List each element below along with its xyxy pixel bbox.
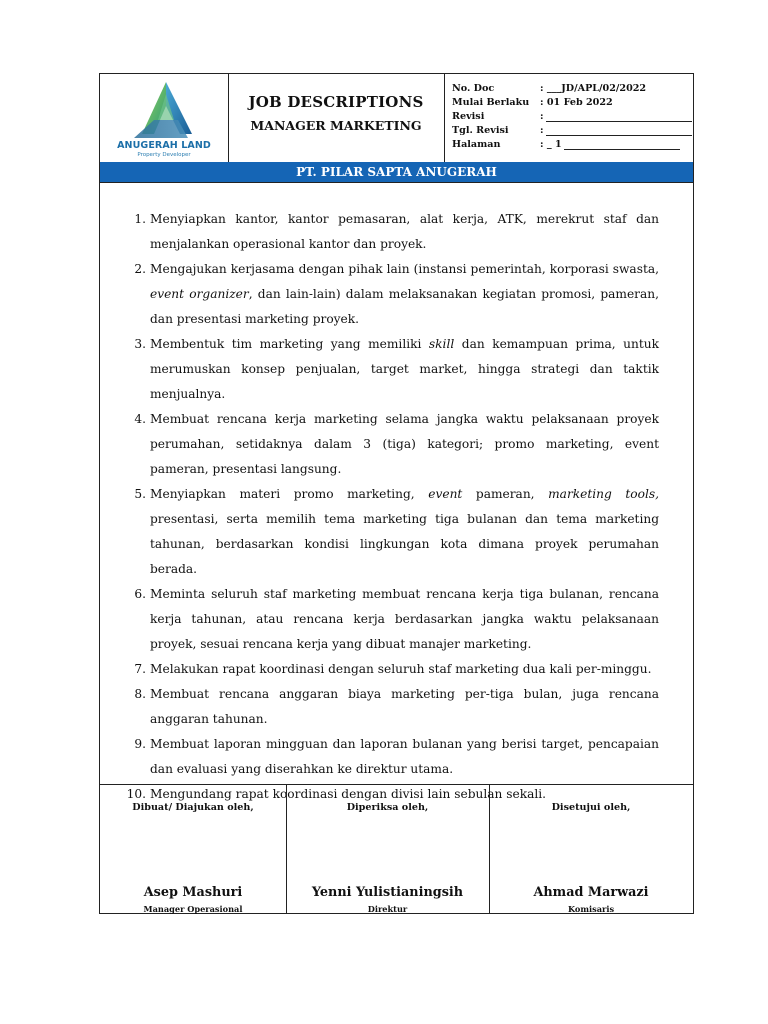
item-text: Mengajukan kerjasama dengan pihak lain (instansi pemerintah, korporasi swasta,: [150, 262, 659, 276]
item-text: Menyiapkan kantor, kantor pemasaran, alat kerja, ATK, merekrut staf dan menjalankan operasional kantor dan proyek.: [150, 212, 659, 251]
signature-name: Yenni Yulistianingsih: [311, 885, 464, 900]
item-number: 2.: [134, 262, 146, 276]
meta-key: Mulai Berlaku: [452, 97, 530, 108]
meta-key: Revisi: [452, 111, 485, 122]
list-item: [122, 682, 659, 732]
signature-approved-by: [489, 785, 693, 914]
item-text: , dan lain-lain) dalam melaksanakan kegiatan promosi, pameran, dan presentasi marketing proyek.: [150, 287, 659, 326]
item-number: 4.: [134, 412, 146, 426]
meta-row-no-doc: [452, 82, 692, 96]
item-number: 1.: [134, 212, 146, 226]
meta-value: : 01 Feb 2022: [540, 97, 613, 108]
item-number: 8.: [134, 687, 146, 701]
meta-row-tgl-revisi: [452, 124, 692, 138]
signature-label: Diperiksa oleh,: [346, 802, 429, 813]
document-header: [100, 74, 693, 163]
signature-name: Asep Mashuri: [143, 885, 243, 900]
item-number: 10.: [126, 787, 146, 801]
signature-role: Manager Operasional: [143, 904, 243, 914]
item-text: Mengundang rapat koordinasi dengan divisi lain sebulan sekali.: [150, 787, 547, 801]
item-text: dan kemampuan prima, untuk merumuskan konsep penjualan, target market, hingga strategi dan taktik menjualnya.: [150, 337, 659, 401]
company-band: PT. PILAR SAPTA ANUGERAH: [100, 162, 693, 183]
duties-list: [122, 207, 659, 807]
signature-section: [100, 784, 693, 914]
meta-row-revisi: [452, 110, 692, 124]
item-text: Membuat laporan mingguan dan laporan bulanan yang berisi target, pencapaian dan evaluasi yang diserahkan ke direktur utama.: [150, 737, 659, 776]
item-text: Membuat rencana anggaran biaya marketing per-tiga bulan, juga rencana anggaran tahunan.: [150, 687, 659, 726]
item-number: 6.: [134, 587, 146, 601]
list-item: [122, 657, 659, 682]
item-text: presentasi, serta memilih tema marketing tiga bulanan dan tema marketing tahunan, berdasarkan kondisi lingkungan kota dimana proyek perumahan berada.: [150, 512, 659, 576]
document-title: JOB DESCRIPTIONS: [248, 93, 424, 111]
document-meta: [444, 74, 693, 162]
document-subtitle: MANAGER MARKETING: [250, 118, 422, 133]
meta-value: :: [540, 111, 544, 122]
signature-role: Direktur: [367, 904, 408, 914]
meta-blank-line: [564, 149, 680, 150]
meta-blank-line: [546, 135, 692, 136]
item-text-italic: event organizer: [150, 287, 249, 301]
item-number: 5.: [134, 487, 146, 501]
item-text-italic: skill: [428, 337, 455, 351]
meta-value: : _ 1: [540, 139, 562, 150]
meta-row-halaman: [452, 138, 692, 152]
signature-name: Ahmad Marwazi: [533, 885, 649, 900]
item-number: 3.: [134, 337, 146, 351]
signature-label: Disetujui oleh,: [551, 802, 631, 813]
logo-tagline: Property Developer: [137, 152, 191, 158]
anugerah-land-logo-icon: [130, 80, 198, 140]
list-item: [122, 207, 659, 257]
list-item: [122, 582, 659, 657]
meta-key: No. Doc: [452, 83, 495, 94]
job-description-document: [99, 73, 694, 914]
signature-label: Dibuat/ Diajukan oleh,: [132, 802, 254, 813]
meta-key: Halaman: [452, 139, 501, 150]
meta-key: Tgl. Revisi: [452, 125, 509, 136]
item-text: Membentuk tim marketing yang memiliki: [150, 337, 429, 351]
meta-value: :: [540, 125, 544, 136]
title-cell: [228, 74, 445, 162]
item-number: 9.: [134, 737, 146, 751]
item-text-italic: marketing tools,: [548, 487, 659, 501]
item-text: Meminta seluruh staf marketing membuat rencana kerja tiga bulanan, rencana kerja tahunan, atau rencana kerja berdasarkan jangka waktu pelaksanaan proyek, sesuai rencana kerja yang dibuat manajer marketing.: [150, 587, 659, 651]
signature-prepared-by: [100, 785, 287, 914]
item-text: pameran,: [462, 487, 549, 501]
list-item: [122, 482, 659, 582]
list-item: [122, 407, 659, 482]
logo-cell: [100, 74, 229, 162]
item-text: Melakukan rapat koordinasi dengan seluruh staf marketing dua kali per-minggu.: [150, 662, 652, 676]
signature-checked-by: [286, 785, 490, 914]
signature-role: Komisaris: [567, 904, 615, 914]
item-text: Membuat rencana kerja marketing selama jangka waktu pelaksanaan proyek perumahan, setidaknya dalam 3 (tiga) kategori; promo marketing, event pameran, presentasi langsung.: [150, 412, 659, 476]
list-item: [122, 732, 659, 782]
logo-name: ANUGERAH LAND: [117, 140, 211, 151]
meta-blank-line: [546, 121, 692, 122]
meta-row-mulai-berlaku: [452, 96, 692, 110]
list-item: [122, 257, 659, 332]
item-text-italic: event: [428, 487, 463, 501]
item-text: Menyiapkan materi promo marketing,: [150, 487, 429, 501]
list-item: [122, 332, 659, 407]
meta-value: : ___JD/APL/02/2022: [540, 83, 647, 94]
item-number: 7.: [134, 662, 146, 676]
